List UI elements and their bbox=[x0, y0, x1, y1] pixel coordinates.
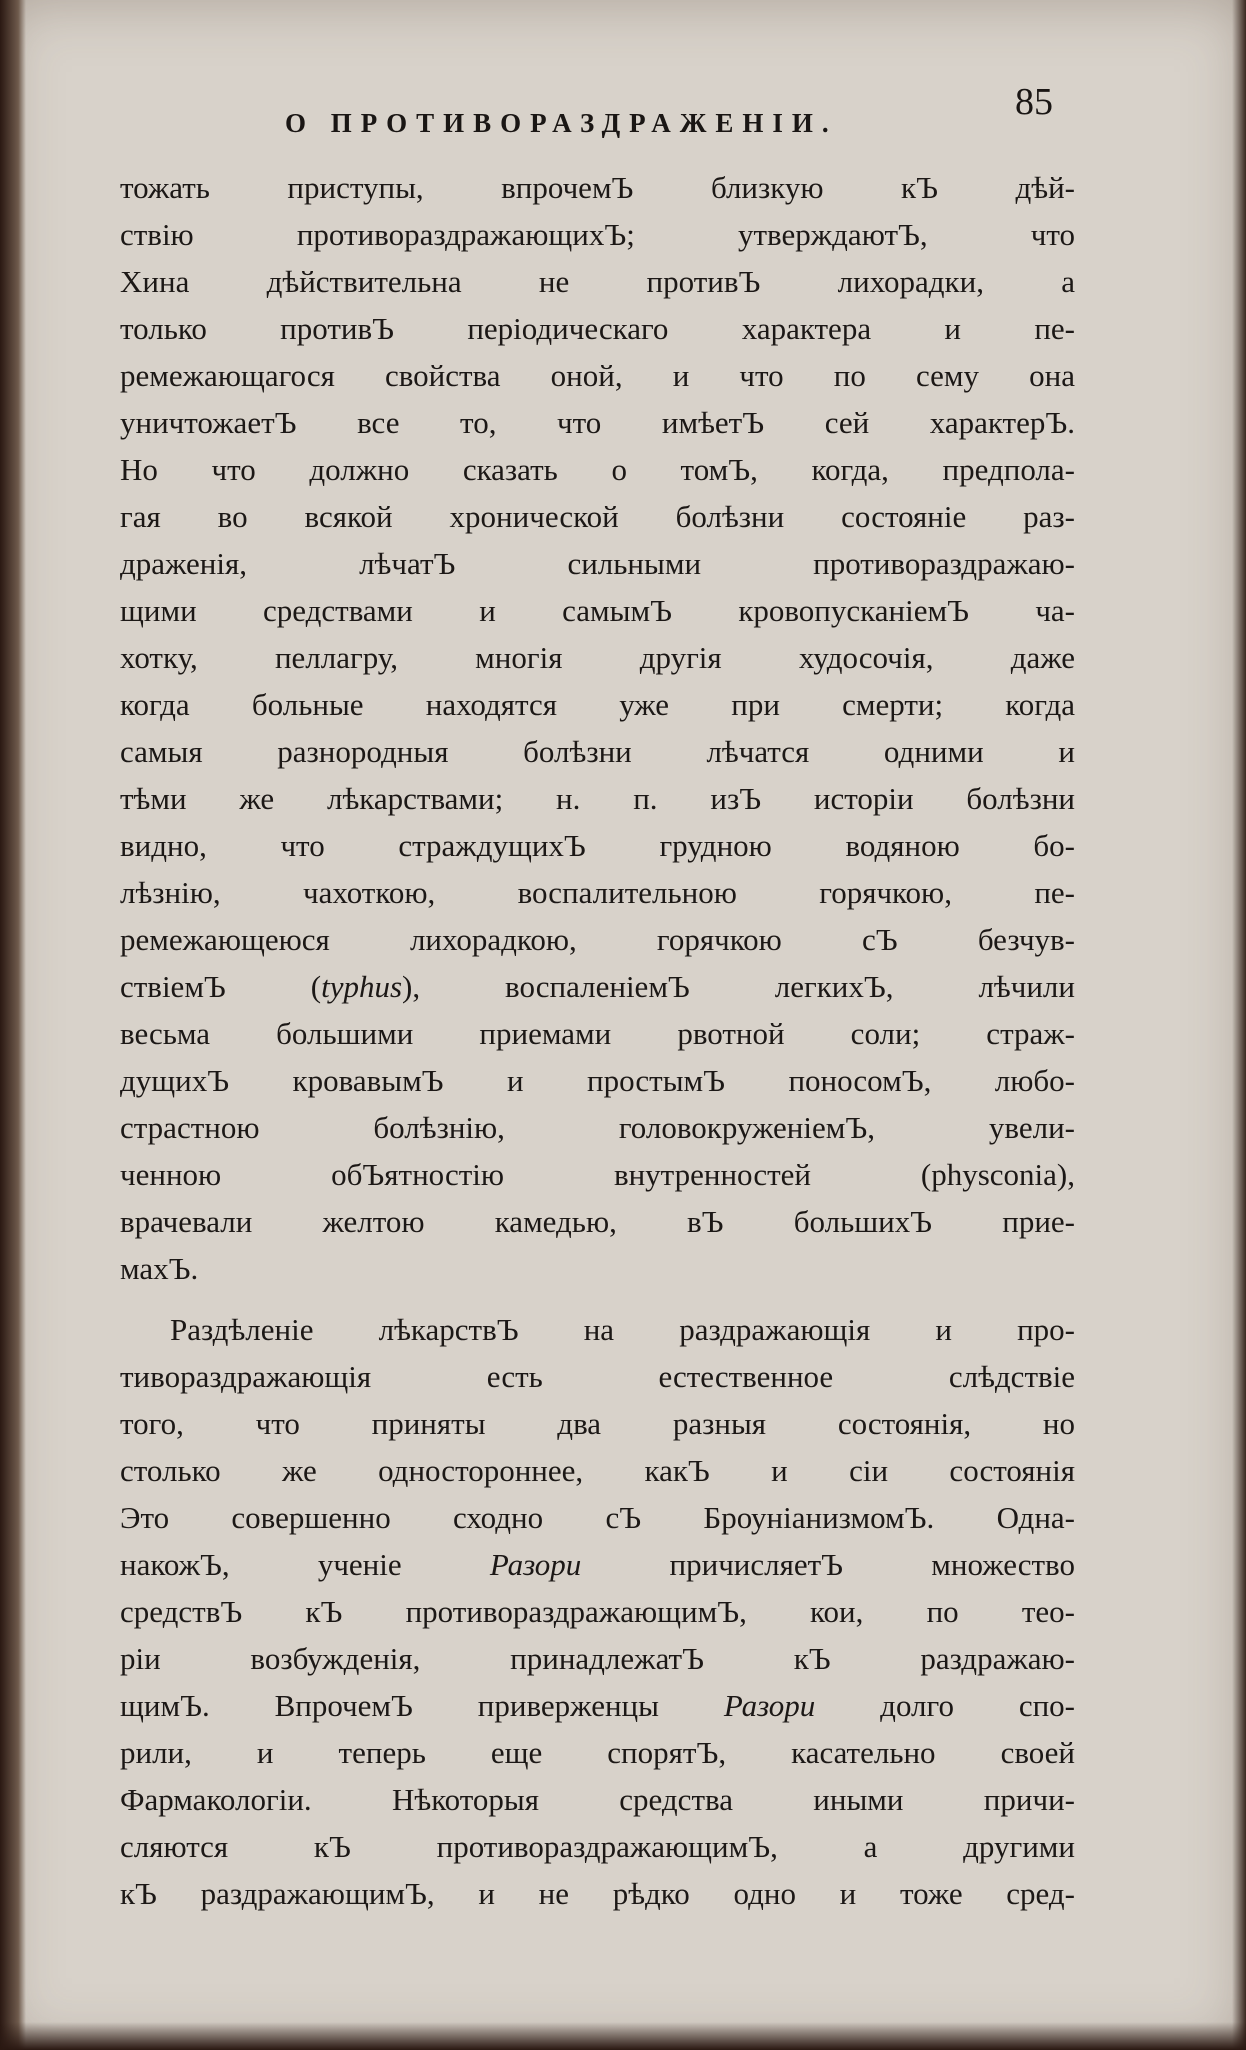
text-line: лѣзнію, чахоткою, воспалительною горячкою, пе- bbox=[120, 875, 1075, 910]
text-line: Но что должно сказать о томЪ, когда, предпола- bbox=[120, 452, 1075, 487]
text-line: махЪ. bbox=[120, 1251, 199, 1286]
text-block bbox=[120, 164, 1075, 1917]
text-line: столько же одностороннее, какЪ и сіи состоянія bbox=[120, 1453, 1075, 1488]
text-line: сляются кЪ противораздражающимЪ, а другими bbox=[120, 1829, 1075, 1864]
text-line: ремежающеюся лихорадкою, горячкою сЪ безчув- bbox=[120, 922, 1075, 957]
page-edge-shadow-bottom bbox=[0, 2022, 1246, 2050]
text-line: тожать приступы, впрочемЪ близкую кЪ дѣй- bbox=[120, 170, 1075, 205]
text-line: врачевали желтою камедью, вЪ большихЪ прие- bbox=[120, 1204, 1075, 1239]
paragraph-gap bbox=[120, 1292, 1075, 1306]
text-line: средствЪ кЪ противораздражающимЪ, кои, по тео- bbox=[120, 1594, 1075, 1629]
text-line: весьма большими приемами рвотной соли; страж- bbox=[120, 1016, 1075, 1051]
text-line: самыя разнородныя болѣзни лѣчатся одними и bbox=[120, 734, 1075, 769]
text-line: щимЪ. ВпрочемЪ приверженцы Разори долго спо- bbox=[120, 1688, 1075, 1723]
page-edge-shadow-left bbox=[0, 0, 26, 2050]
text-line: дущихЪ кровавымЪ и простымЪ поносомЪ, любо- bbox=[120, 1063, 1075, 1098]
text-line: ченною обЪятностію внутренностей (physconia), bbox=[120, 1157, 1075, 1192]
text-line: накожЪ, ученіе Разори причисляетЪ множество bbox=[120, 1547, 1075, 1582]
text-line: уничтожаетЪ все то, что имѣетЪ сей характерЪ. bbox=[120, 405, 1075, 440]
text-line: ріи возбужденія, принадлежатЪ кЪ раздражаю- bbox=[120, 1641, 1075, 1676]
text-line: рили, и теперь еще спорятЪ, касательно своей bbox=[120, 1735, 1075, 1770]
text-line: ствію противораздражающихЪ; утверждаютЪ, что bbox=[120, 217, 1075, 252]
page-number: 85 bbox=[1015, 81, 1053, 123]
text-line: тивораздражающія есть естественное слѣдствіе bbox=[120, 1359, 1075, 1394]
text-line: Фармакологіи. Нѣкоторыя средства иными причи- bbox=[120, 1782, 1075, 1817]
text-line: только противЪ періодическаго характера и пе- bbox=[120, 311, 1075, 346]
text-line: Это совершенно сходно сЪ БроуніанизмомЪ. Одна- bbox=[120, 1500, 1075, 1535]
text-line: хотку, пеллагру, многія другія худосочія, даже bbox=[120, 640, 1075, 675]
text-line: ствіемЪ (typhus), воспаленіемЪ легкихЪ, лѣчили bbox=[120, 969, 1075, 1004]
running-title: О ПРОТИВОРАЗДРАЖЕНІИ. bbox=[285, 108, 838, 138]
text-line: драженія, лѣчатЪ сильными противораздражаю- bbox=[120, 546, 1075, 581]
page-edge-shadow-right bbox=[1232, 0, 1246, 2050]
text-line: гая во всякой хронической болѣзни состояніе раз- bbox=[120, 499, 1075, 534]
text-line: того, что приняты два разныя состоянія, но bbox=[120, 1406, 1075, 1441]
text-line: Хина дѣйствительна не противЪ лихорадки, а bbox=[120, 264, 1075, 299]
text-line: страстною болѣзнію, головокруженіемЪ, увели- bbox=[120, 1110, 1075, 1145]
text-line: щими средствами и самымЪ кровопусканіемЪ ча- bbox=[120, 593, 1075, 628]
text-line: видно, что страждущихЪ грудною водяною бо- bbox=[120, 828, 1075, 863]
text-line: ремежающагося свойства оной, и что по сему она bbox=[120, 358, 1075, 393]
text-line: кЪ раздражающимЪ, и не рѣдко одно и тоже сред- bbox=[120, 1876, 1075, 1911]
text-line: когда больные находятся уже при смерти; когда bbox=[120, 687, 1075, 722]
text-line: тѣми же лѣкарствами; н. п. изЪ исторіи болѣзни bbox=[120, 781, 1075, 816]
text-line: Раздѣленіе лѣкарствЪ на раздражающія и про- bbox=[170, 1312, 1075, 1347]
